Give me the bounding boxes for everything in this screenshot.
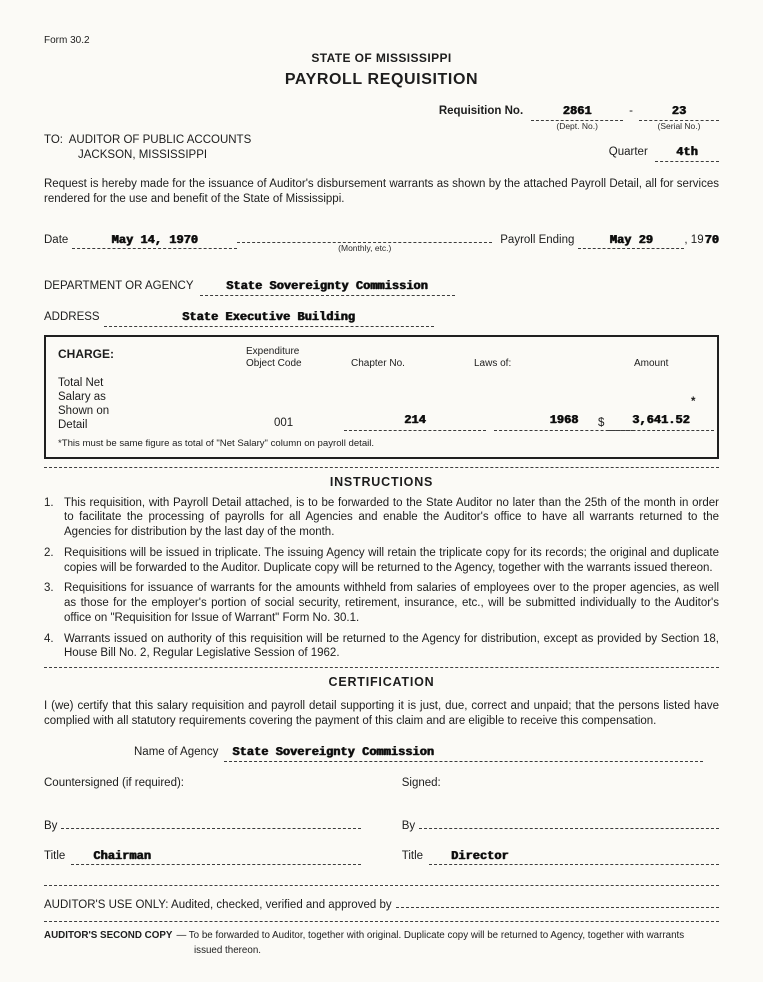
department-value: State Sovereignty Commission [226,279,428,294]
charge-footnote: *This must be same figure as total of "Net Salary" column on payroll detail. [58,437,375,449]
requisition-number-row [44,104,719,131]
row-label-line3: Shown on [58,404,110,417]
date-field [72,233,237,250]
quarter-value: 4th [676,144,698,159]
requisition-dash: - [629,105,633,118]
countersigned-by-row [44,815,361,834]
countersigned-title-value: Chairman [93,848,151,863]
separator [44,667,719,668]
amount-asterisk: * [691,395,696,408]
title-label: Title [44,849,66,862]
signed-column [402,776,719,865]
instruction-item [44,546,719,575]
certification-paragraph: I (we) certify that this salary requisition and payroll detail supporting it is just, due, correct and unpaid; that the persons listed have complied with all statutory requirements covering the payment of this claim and are eligible to receive this compensation. [44,700,719,728]
year-prefix: , 19 [684,233,704,246]
object-code-value: 001 [274,416,294,429]
row-label-line4: Detail [58,418,88,431]
name-of-agency-row [44,745,719,762]
serial-no-caption: (Serial No.) [657,120,701,131]
state-title: STATE OF MISSISSIPPI [311,51,452,65]
signed-title-value: Director [451,848,509,863]
requisition-no-label: Requisition No. [438,105,524,118]
instruction-number: 2. [44,546,54,559]
to-line2: JACKSON, MISSISSIPPI [78,148,208,161]
amount-value: 3,641.52 [632,412,690,427]
signature-section [44,776,719,865]
department-field [200,279,455,296]
signed-by-row [402,815,719,834]
department-row [44,279,719,296]
column-header-expenditure [246,346,320,370]
charge-box [44,335,719,459]
signed-label: Signed: [401,776,441,789]
serial-no-value: 23 [671,104,687,119]
date-value: May 14, 1970 [111,232,198,247]
address-field [104,310,434,327]
dept-no-caption: (Dept. No.) [556,120,598,131]
instructions-list [44,496,719,661]
monthly-field [237,229,492,253]
expenditure-line1: Expenditure [246,345,300,357]
form-number: Form 30.2 [44,35,90,46]
second-copy-label: AUDITOR'S SECOND COPY [44,930,173,942]
charge-label: CHARGE: [58,346,114,361]
instruction-text: Requisitions for issuance of warrants for the amounts withheld from salaries of employees over to the proper agencies, as well as those for the employer's portion of social security, retirement, insurance, etc., will be submitted individually to the Auditor's office on "Requisition for Issue of Warrant" Form No. 30.1. [64,582,719,624]
instruction-text: This requisition, with Payroll Detail attached, is to be forwarded to the State Auditor no later than the 25th of the month in order to facilitate the processing of payrolls for all Agencies and enable the Auditor's office to have all warrants returned to the Agencies for distribution by the last day of the month. [64,496,719,539]
instruction-number: 4. [44,632,54,645]
dept-no-value: 2861 [562,104,592,119]
expenditure-line2: Object Code [246,357,302,369]
chapter-no-field [344,413,486,431]
countersigned-by-field [61,815,361,829]
column-header-laws: Laws of: [474,357,512,369]
dollar-sign: $ [598,416,605,429]
address-row [44,310,719,327]
address-value: State Executive Building [182,309,356,324]
separator [44,885,719,886]
column-header-chapter: Chapter No. [351,357,405,369]
amount-field [608,413,714,431]
by-label: By [401,819,416,832]
to-line1: TO: AUDITOR OF PUBLIC ACCOUNTS [44,133,252,146]
serial-no-field [639,104,719,131]
instruction-number: 1. [44,496,54,509]
row-label-line2: Salary as [58,390,106,403]
auditors-use-field [396,894,719,908]
quarter-field [655,145,719,162]
signed-title-field [429,849,719,866]
instructions-heading: INSTRUCTIONS [329,474,434,489]
year-value: 70 [704,232,719,247]
auditors-use-row [44,894,719,913]
dept-no-field [531,104,623,131]
instruction-item [44,581,719,625]
by-label: By [44,819,58,832]
auditors-use-label: AUDITOR'S USE ONLY: Audited, checked, verified and approved by [44,899,392,912]
separator [44,921,719,922]
department-label: DEPARTMENT OR AGENCY [44,280,194,293]
payroll-ending-value: May 29 [609,232,654,247]
request-paragraph: Request is hereby made for the issuance of Auditor's disbursement warrants as shown by the attached Payroll Detail, all for services rendered for the use and benefit of the State of Mississippi. [44,177,719,205]
instruction-item [44,496,719,540]
quarter-label: Quarter [608,145,648,158]
title-label: Title [401,849,424,862]
date-label: Date [44,233,69,246]
quarter-row [609,145,719,163]
signed-by-field [419,815,719,829]
certification-heading: CERTIFICATION [328,674,435,689]
address-label: ADDRESS [44,310,100,323]
signed-title-row [402,849,719,866]
laws-of-value: 1968 [549,412,579,427]
date-row [44,229,719,262]
second-copy-text: — To be forwarded to Auditor, together with original. Duplicate copy will be returned to Agency, together with warrants issued thereon. [176,930,685,956]
addressee-block [44,133,251,163]
payroll-ending-field [578,233,684,250]
separator [44,467,719,468]
countersigned-title-field [71,849,361,866]
instruction-text: Warrants issued on authority of this requisition will be returned to the Agency for distribution, except as provided by Section 18, House Bill No. 2, Regular Legislative Session of 1962. [64,632,719,660]
countersigned-column [44,776,361,865]
name-of-agency-value: State Sovereignty Commission [232,745,435,760]
second-copy-note [44,929,699,958]
payroll-ending-label: Payroll Ending [500,233,575,246]
name-of-agency-field [224,745,703,762]
countersigned-label: Countersigned (if required): [44,776,184,789]
monthly-caption: (Monthly, etc.) [338,242,392,253]
instruction-text: Requisitions will be issued in triplicate. The issuing Agency will retain the triplicate copy for its records; the original and duplicate copies will be forwarded to the Auditor. Duplicate copy will be returned to the Agency, together with the warrants issued thereon. [64,546,719,574]
row-label-line1: Total Net [58,376,104,389]
chapter-no-value: 214 [404,412,426,427]
instruction-item [44,632,719,661]
countersigned-title-row [44,849,361,866]
column-header-amount: Amount [634,357,669,369]
page-title: PAYROLL REQUISITION [284,70,479,88]
charge-row-label [58,376,109,432]
addressee-row [44,133,719,163]
name-of-agency-label: Name of Agency [134,746,219,759]
instruction-number: 3. [44,582,54,595]
